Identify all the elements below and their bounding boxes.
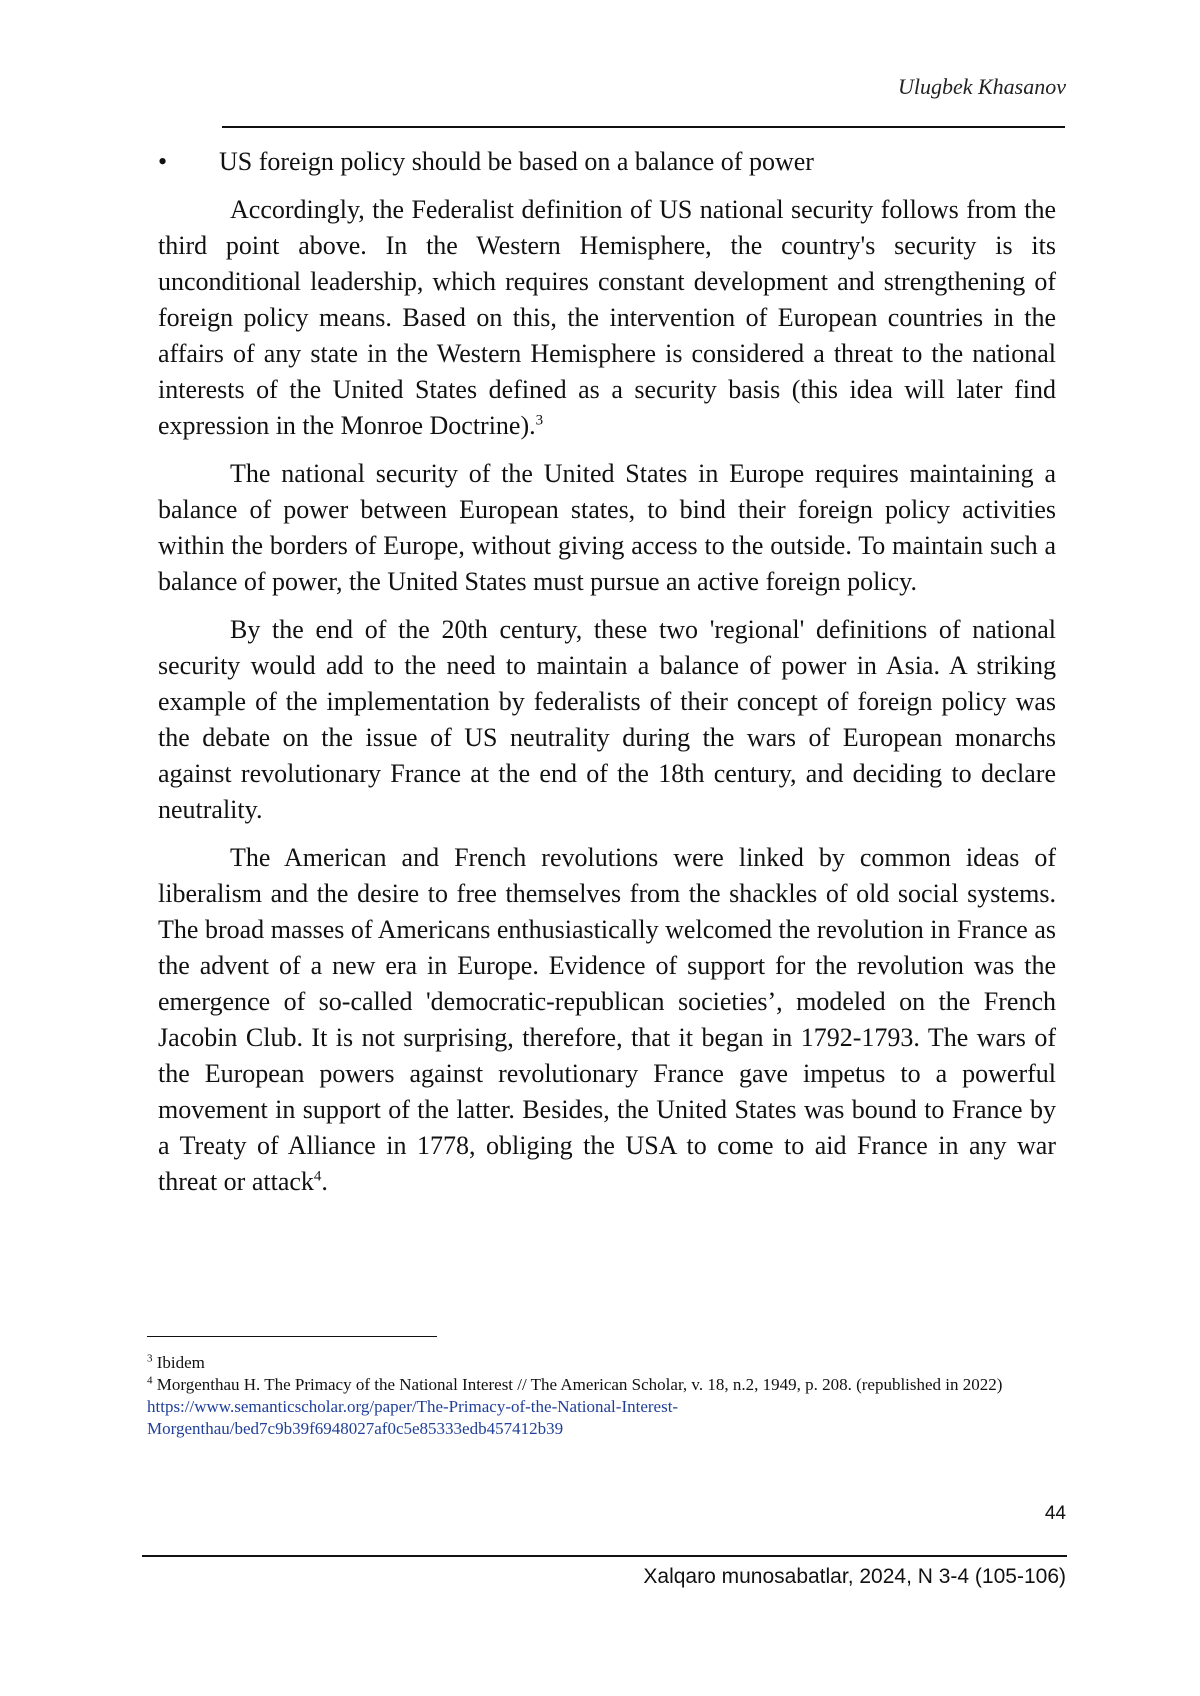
footnote-ref-3[interactable]: 3 bbox=[535, 412, 544, 429]
bullet-text: US foreign policy should be based on a balance of power bbox=[219, 147, 814, 176]
paragraph-4-end: . bbox=[321, 1167, 328, 1196]
paragraph-1-text: Accordingly, the Federalist definition of US national security follows from the third point above. In the Western Hemisphere, the country's security is its unconditional leadership, which requires constant development and strengthening of foreign policy means. Based on this, the intervention of European countries in the affairs of any state in the Western Hemisphere is considered a threat to the national interests of the United States defined as a security basis (this idea will later find expression in the Monroe Doctrine). bbox=[158, 195, 1056, 440]
footnote-4 bbox=[147, 1374, 1067, 1440]
footnote-divider bbox=[147, 1336, 437, 1337]
footnote-ref-4[interactable]: 4 bbox=[313, 1168, 322, 1185]
paragraph-3: By the end of the 20th century, these two 'regional' definitions of national security would add to the need to maintain a balance of power in Asia. A striking example of the implementation by federalists of their concept of foreign policy was the debate on the issue of US neutrality during the wars of European monarchs against revolutionary France at the end of the 18th century, and deciding to declare neutrality. bbox=[158, 615, 1056, 824]
footnote-number: 3 bbox=[147, 1352, 153, 1365]
footnote-number: 4 bbox=[147, 1374, 153, 1387]
paragraph-1 bbox=[158, 192, 1056, 444]
paragraph-4 bbox=[158, 840, 1056, 1200]
paragraph-2: The national security of the United States in Europe requires maintaining a balance of power between European states, to bind their foreign policy activities within the borders of Europe, without giving access to the outside. To maintain such a balance of power, the United States must pursue an active foreign policy. bbox=[158, 459, 1056, 596]
bullet-item bbox=[158, 144, 1056, 180]
footnotes bbox=[147, 1352, 1067, 1440]
body-text bbox=[158, 144, 1056, 1212]
header-divider bbox=[222, 126, 1065, 128]
footnote-link[interactable]: https://www.semanticscholar.org/paper/The-Primacy-of-the-National-Interest-Morgenthau/bed7c9b39f6948027af0c5e85333edb457412b39 bbox=[147, 1397, 679, 1438]
paragraph-4-text: The American and French revolutions were linked by common ideas of liberalism and the desire to free themselves from the shackles of old social systems. The broad masses of Americans enthusiastically welcomed the revolution in France as the advent of a new era in Europe. Evidence of support for the revolution was the emergence of so-called 'democratic-republican societies’, modeled on the French Jacobin Club. It is not surprising, therefore, that it began in 1792-1793. The wars of the European powers against revolutionary France gave impetus to a powerful movement in support of the latter. Besides, the United States was bound to France by a Treaty of Alliance in 1778, obliging the USA to come to aid France in any war threat or attack bbox=[158, 843, 1056, 1196]
bullet-mark: • bbox=[158, 147, 168, 176]
footnote-text: Morgenthau H. The Primacy of the National Interest // The American Scholar, v. 18, n.2, 1949, p. 208. (republished in 2022) bbox=[156, 1375, 1003, 1394]
journal-citation: Xalqaro munosabatlar, 2024, N 3-4 (105-106) bbox=[643, 1565, 1066, 1588]
footnote-text: Ibidem bbox=[156, 1353, 205, 1372]
footer-divider bbox=[142, 1555, 1067, 1557]
footnote-3 bbox=[147, 1352, 1067, 1374]
running-head-author: Ulugbek Khasanov bbox=[897, 74, 1066, 99]
page-number: 44 bbox=[1044, 1503, 1066, 1524]
